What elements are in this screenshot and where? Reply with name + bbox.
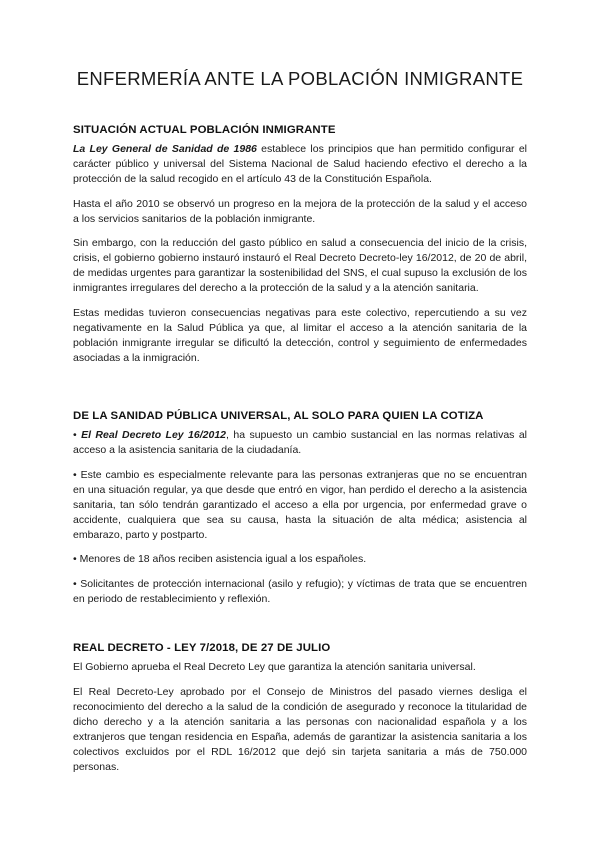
section-heading: SITUACIÓN ACTUAL POBLACIÓN INMIGRANTE xyxy=(73,124,336,136)
section-real-decreto-2018 xyxy=(73,642,527,784)
bullet-item: • Menores de 18 años reciben asistencia igual a los españoles. xyxy=(73,553,367,565)
paragraph: La Ley General de Sanidad de 1986 establece los principios que han permitido configurar el carácter público y universal del Sistema Nacional de Salud haciendo efectivo el derecho a la protección de la salud recogido en el artículo 43 de la Constitución Española. xyxy=(73,143,527,185)
section-situacion-actual xyxy=(73,124,527,375)
section-sanidad-publica xyxy=(73,410,527,616)
paragraph: El Gobierno aprueba el Real Decreto Ley que garantiza la atención sanitaria universal. xyxy=(73,661,476,673)
paragraph: Hasta el año 2010 se observó un progreso en la mejora de la protección de la salud y el acceso a los servicios sanitarios de la población inmigrante. xyxy=(73,197,527,225)
paragraph: Estas medidas tuvieron consecuencias negativas para este colectivo, repercutiendo a su vez negativamente en la Salud Pública ya que, al limitar el acceso a la atención sanitaria de la población inmigrante irregular se dificultó la detección, control y seguimiento de enfermedades asociadas a la inmigración. xyxy=(73,306,527,364)
emphasis-text: El Real Decreto Ley 16/2012 xyxy=(81,429,227,441)
document-title: ENFERMERÍA ANTE LA POBLACIÓN INMIGRANTE xyxy=(76,68,524,89)
bullet-item: • El Real Decreto Ley 16/2012, ha supuesto un cambio sustancial en las normas relativas al acceso a la asistencia sanitaria de la ciudadanía. xyxy=(73,429,527,456)
paragraph: Sin embargo, con la reducción del gasto público en salud a consecuencia del inicio de la crisis, crisis, el gobierno gobierno instauró instauró el Real Decreto Decreto-ley 16/2012, de 20 de abril, de medidas urgentes para garantizar la sostenibilidad del SNS, el cual supuso la exclusión de los inmigrantes irregulares del derecho a la protección de la salud y a la atención sanitaria. xyxy=(73,237,527,294)
section-heading: DE LA SANIDAD PÚBLICA UNIVERSAL, AL SOLO PARA QUIEN LA COTIZA xyxy=(73,410,484,422)
section-heading: REAL DECRETO - LEY 7/2018, DE 27 DE JULIO xyxy=(73,642,331,654)
bullet-item: • Solicitantes de protección internacional (asilo y refugio); y víctimas de trata que se encuentren en periodo de restablecimiento y reflexión. xyxy=(73,577,527,605)
bullet-item: • Este cambio es especialmente relevante para las personas extranjeras que no se encuentran en una situación regular, ya que desde que entró en vigor, han perdido el derecho a la asistencia sanitaria, tan sólo tendrán garantizado el acceso a ella por urgencia, por enfermedad grave o accidente, cualquiera que sea su causa, hasta la situación de alta médica; asistencia al embarazo, parto y postparto. xyxy=(73,468,527,541)
emphasis-text: La Ley General de Sanidad de 1986 xyxy=(73,143,257,155)
paragraph: El Real Decreto-Ley aprobado por el Consejo de Ministros del pasado viernes desliga el reconocimiento del derecho a la salud de la condición de asegurado y reconoce la titularidad de dicho derecho y a la atención sanitaria a las personas con nacionalidad española y a los extranjeros que tengan residencia en España, además de garantizar la asistencia sanitaria a los colectivos excluidos por el RDL 16/2012 que dejó sin tarjeta sanitaria a más de 750.000 personas. xyxy=(73,685,527,773)
